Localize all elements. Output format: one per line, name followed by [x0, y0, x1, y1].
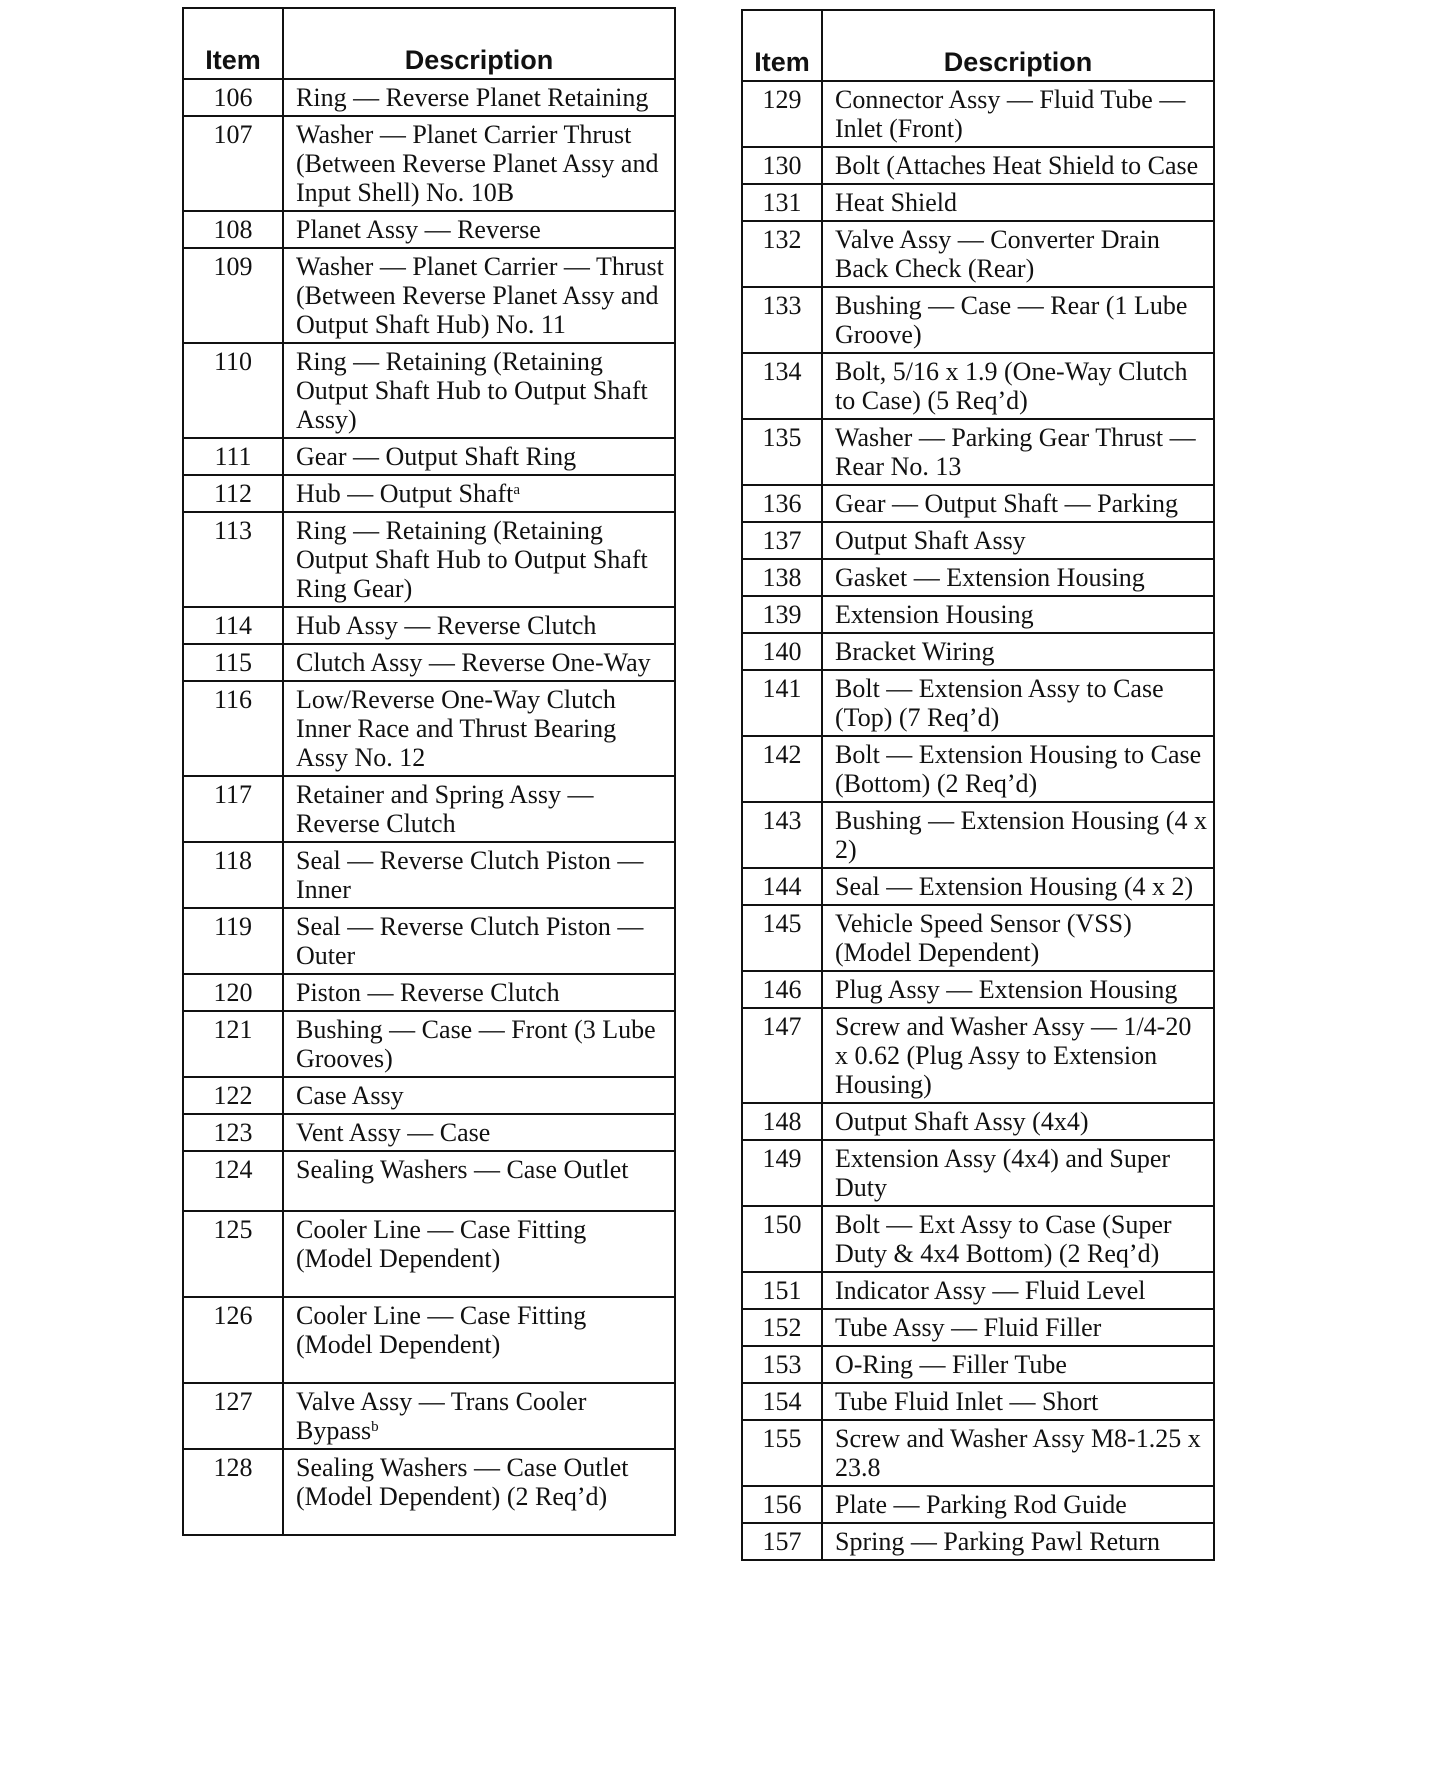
table-row	[742, 633, 1214, 670]
description-text: Retainer and Spring Assy — Reverse Clutch	[296, 780, 594, 838]
description-cell	[822, 868, 1214, 905]
description-cell	[822, 802, 1214, 868]
description-text: Cooler Line — Case Fitting (Model Dependent)	[296, 1215, 587, 1273]
item-number-cell: 152	[742, 1309, 822, 1346]
description-text: Seal — Reverse Clutch Piston — Inner	[296, 846, 644, 904]
parts-table-right	[741, 9, 1215, 1561]
item-number-cell: 143	[742, 802, 822, 868]
table-row	[742, 1486, 1214, 1523]
item-number-cell: 107	[183, 116, 283, 211]
description-cell	[822, 1523, 1214, 1560]
description-text: Bolt — Ext Assy to Case (Super Duty & 4x4 Bottom) (2 Req’d)	[835, 1210, 1172, 1268]
description-cell	[283, 607, 675, 644]
description-text: Ring — Reverse Planet Retaining	[296, 83, 649, 112]
table-row	[742, 905, 1214, 971]
table-row	[742, 147, 1214, 184]
description-cell	[283, 116, 675, 211]
footnote-marker: a	[513, 482, 521, 498]
item-number-cell: 144	[742, 868, 822, 905]
table-row	[742, 419, 1214, 485]
description-text: Sealing Washers — Case Outlet (Model Dependent) (2 Req’d)	[296, 1453, 629, 1511]
description-text: Bolt, 5/16 x 1.9 (One-Way Clutch to Case) (5 Req’d)	[835, 357, 1188, 415]
table-row	[742, 81, 1214, 147]
item-number-cell: 125	[183, 1211, 283, 1297]
description-text: Plate — Parking Rod Guide	[835, 1490, 1127, 1519]
description-text: Low/Reverse One-Way Clutch Inner Race and Thrust Bearing Assy No. 12	[296, 685, 617, 772]
table-row	[742, 1140, 1214, 1206]
description-cell	[822, 485, 1214, 522]
description-cell	[283, 438, 675, 475]
table-row	[183, 908, 675, 974]
table-row	[742, 1206, 1214, 1272]
description-text: Tube Fluid Inlet — Short	[835, 1387, 1099, 1416]
table-row	[742, 1272, 1214, 1309]
table-row	[742, 1103, 1214, 1140]
item-number-cell: 127	[183, 1383, 283, 1449]
item-number-cell: 157	[742, 1523, 822, 1560]
description-text: Output Shaft Assy	[835, 526, 1026, 555]
table-row	[183, 211, 675, 248]
description-cell	[283, 1383, 675, 1449]
item-number-cell: 113	[183, 512, 283, 607]
table-row	[183, 475, 675, 512]
description-cell	[822, 81, 1214, 147]
item-number-cell: 116	[183, 681, 283, 776]
item-number-cell: 156	[742, 1486, 822, 1523]
description-text: Bolt (Attaches Heat Shield to Case	[835, 151, 1199, 180]
table-row	[183, 1077, 675, 1114]
item-number-cell: 150	[742, 1206, 822, 1272]
parts-table-left	[182, 7, 676, 1536]
description-cell	[822, 1206, 1214, 1272]
item-number-cell: 136	[742, 485, 822, 522]
description-cell	[822, 1272, 1214, 1309]
item-number-cell: 110	[183, 343, 283, 438]
description-cell	[283, 776, 675, 842]
table-row	[742, 485, 1214, 522]
item-column-header: Item	[742, 10, 822, 81]
item-number-cell: 155	[742, 1420, 822, 1486]
description-text: Gear — Output Shaft Ring	[296, 442, 577, 471]
table-row	[183, 842, 675, 908]
description-text: Seal — Reverse Clutch Piston — Outer	[296, 912, 644, 970]
description-text: Output Shaft Assy (4x4)	[835, 1107, 1089, 1136]
item-number-cell: 121	[183, 1011, 283, 1077]
table-row	[742, 1523, 1214, 1560]
description-text: Vehicle Speed Sensor (VSS) (Model Dependent)	[835, 909, 1132, 967]
description-text: Case Assy	[296, 1081, 404, 1110]
table-row	[183, 79, 675, 116]
description-text: Extension Housing	[835, 600, 1034, 629]
description-text: Bushing — Extension Housing (4 x 2)	[835, 806, 1207, 864]
description-text: Washer — Planet Carrier — Thrust (Between Reverse Planet Assy and Output Shaft Hub) No. 11	[296, 252, 664, 339]
description-cell	[283, 842, 675, 908]
table-row	[183, 116, 675, 211]
item-number-cell: 151	[742, 1272, 822, 1309]
description-cell	[822, 971, 1214, 1008]
table-row	[742, 353, 1214, 419]
description-text: Indicator Assy — Fluid Level	[835, 1276, 1146, 1305]
description-text: Bushing — Case — Rear (1 Lube Groove)	[835, 291, 1188, 349]
item-number-cell: 142	[742, 736, 822, 802]
table-header-row	[183, 8, 675, 79]
description-cell	[822, 184, 1214, 221]
description-text: Clutch Assy — Reverse One-Way	[296, 648, 651, 677]
description-cell	[822, 1140, 1214, 1206]
description-text: Heat Shield	[835, 188, 958, 217]
table-row	[183, 248, 675, 343]
description-cell	[283, 343, 675, 438]
description-cell	[822, 287, 1214, 353]
description-cell	[822, 147, 1214, 184]
table-row	[183, 512, 675, 607]
description-text: Piston — Reverse Clutch	[296, 978, 560, 1007]
table-row	[742, 971, 1214, 1008]
description-text: Connector Assy — Fluid Tube — Inlet (Front)	[835, 85, 1186, 143]
item-number-cell: 118	[183, 842, 283, 908]
item-number-cell: 109	[183, 248, 283, 343]
description-text: Screw and Washer Assy — 1/4-20 x 0.62 (Plug Assy to Extension Housing)	[835, 1012, 1192, 1099]
table-row	[183, 681, 675, 776]
description-text: Valve Assy — Trans Cooler Bypass	[296, 1387, 587, 1445]
table-row	[742, 559, 1214, 596]
table-row	[742, 802, 1214, 868]
description-cell	[283, 248, 675, 343]
table-row	[742, 221, 1214, 287]
table-row	[742, 1346, 1214, 1383]
description-cell	[283, 79, 675, 116]
description-cell	[822, 1346, 1214, 1383]
table-header-row	[742, 10, 1214, 81]
item-number-cell: 140	[742, 633, 822, 670]
table-row	[742, 670, 1214, 736]
table-row	[183, 1297, 675, 1383]
description-text: Washer — Parking Gear Thrust — Rear No. 13	[835, 423, 1196, 481]
item-number-cell: 135	[742, 419, 822, 485]
description-cell	[822, 1008, 1214, 1103]
table-row	[183, 644, 675, 681]
item-number-cell: 128	[183, 1449, 283, 1535]
description-text: Valve Assy — Converter Drain Back Check (Rear)	[835, 225, 1160, 283]
item-number-cell: 130	[742, 147, 822, 184]
item-number-cell: 124	[183, 1151, 283, 1211]
description-cell	[822, 1383, 1214, 1420]
item-number-cell: 112	[183, 475, 283, 512]
description-column-header: Description	[283, 8, 675, 79]
description-column-header: Description	[822, 10, 1214, 81]
item-column-header: Item	[183, 8, 283, 79]
description-cell	[822, 353, 1214, 419]
description-cell	[283, 512, 675, 607]
description-cell	[822, 1420, 1214, 1486]
description-text: Gasket — Extension Housing	[835, 563, 1145, 592]
table-row	[742, 522, 1214, 559]
table-body	[183, 79, 675, 1535]
item-number-cell: 147	[742, 1008, 822, 1103]
item-number-cell: 123	[183, 1114, 283, 1151]
item-number-cell: 117	[183, 776, 283, 842]
item-number-cell: 154	[742, 1383, 822, 1420]
description-text: Extension Assy (4x4) and Super Duty	[835, 1144, 1171, 1202]
description-cell	[822, 670, 1214, 736]
item-number-cell: 138	[742, 559, 822, 596]
table-row	[742, 1008, 1214, 1103]
table-row	[742, 868, 1214, 905]
description-text: Cooler Line — Case Fitting (Model Dependent)	[296, 1301, 587, 1359]
table-row	[183, 1211, 675, 1297]
description-text: Sealing Washers — Case Outlet	[296, 1155, 629, 1184]
description-text: Hub — Output Shaft	[296, 479, 514, 508]
item-number-cell: 126	[183, 1297, 283, 1383]
description-text: Gear — Output Shaft — Parking	[835, 489, 1179, 518]
description-cell	[822, 1309, 1214, 1346]
description-cell	[283, 1297, 675, 1383]
description-cell	[283, 1211, 675, 1297]
table-row	[183, 1114, 675, 1151]
description-cell	[283, 1449, 675, 1535]
table-row	[742, 1309, 1214, 1346]
item-number-cell: 141	[742, 670, 822, 736]
description-text: Screw and Washer Assy M8-1.25 x 23.8	[835, 1424, 1201, 1482]
table-row	[742, 736, 1214, 802]
description-text: Ring — Retaining (Retaining Output Shaft Hub to Output Shaft Ring Gear)	[296, 516, 648, 603]
description-cell	[283, 475, 675, 512]
item-number-cell: 122	[183, 1077, 283, 1114]
description-text: Planet Assy — Reverse	[296, 215, 541, 244]
table-row	[742, 1383, 1214, 1420]
item-number-cell: 139	[742, 596, 822, 633]
description-text: Spring — Parking Pawl Return	[835, 1527, 1160, 1556]
item-number-cell: 149	[742, 1140, 822, 1206]
item-number-cell: 133	[742, 287, 822, 353]
description-text: Hub Assy — Reverse Clutch	[296, 611, 597, 640]
description-cell	[283, 644, 675, 681]
item-number-cell: 111	[183, 438, 283, 475]
description-cell	[283, 974, 675, 1011]
item-number-cell: 129	[742, 81, 822, 147]
description-cell	[822, 221, 1214, 287]
footnote-marker: b	[371, 1419, 379, 1435]
item-number-cell: 145	[742, 905, 822, 971]
item-number-cell: 148	[742, 1103, 822, 1140]
description-cell	[822, 1486, 1214, 1523]
description-cell	[283, 1151, 675, 1211]
description-cell	[283, 1011, 675, 1077]
description-cell	[822, 522, 1214, 559]
table-row	[183, 438, 675, 475]
table-row	[183, 1151, 675, 1211]
table-row	[183, 343, 675, 438]
table-row	[183, 1449, 675, 1535]
description-cell	[822, 736, 1214, 802]
description-cell	[822, 633, 1214, 670]
table-row	[183, 1383, 675, 1449]
description-text: Bolt — Extension Assy to Case (Top) (7 Req’d)	[835, 674, 1164, 732]
description-text: Tube Assy — Fluid Filler	[835, 1313, 1102, 1342]
description-cell	[822, 419, 1214, 485]
description-text: Bolt — Extension Housing to Case (Bottom) (2 Req’d)	[835, 740, 1202, 798]
table-row	[742, 287, 1214, 353]
table-row	[183, 974, 675, 1011]
table-row	[183, 607, 675, 644]
description-text: Washer — Planet Carrier Thrust (Between Reverse Planet Assy and Input Shell) No. 10B	[296, 120, 659, 207]
item-number-cell: 146	[742, 971, 822, 1008]
description-cell	[283, 211, 675, 248]
item-number-cell: 137	[742, 522, 822, 559]
item-number-cell: 132	[742, 221, 822, 287]
description-cell	[822, 596, 1214, 633]
description-cell	[283, 1077, 675, 1114]
item-number-cell: 119	[183, 908, 283, 974]
description-cell	[283, 681, 675, 776]
item-number-cell: 114	[183, 607, 283, 644]
description-cell	[283, 1114, 675, 1151]
description-cell	[283, 908, 675, 974]
table-row	[183, 776, 675, 842]
description-text: Bracket Wiring	[835, 637, 995, 666]
table-row	[183, 1011, 675, 1077]
item-number-cell: 131	[742, 184, 822, 221]
description-text: Ring — Retaining (Retaining Output Shaft Hub to Output Shaft Assy)	[296, 347, 648, 434]
description-cell	[822, 905, 1214, 971]
table-row	[742, 184, 1214, 221]
description-text: Seal — Extension Housing (4 x 2)	[835, 872, 1194, 901]
item-number-cell: 106	[183, 79, 283, 116]
description-cell	[822, 559, 1214, 596]
description-text: Plug Assy — Extension Housing	[835, 975, 1178, 1004]
item-number-cell: 134	[742, 353, 822, 419]
item-number-cell: 108	[183, 211, 283, 248]
description-cell	[822, 1103, 1214, 1140]
item-number-cell: 153	[742, 1346, 822, 1383]
table-row	[742, 1420, 1214, 1486]
item-number-cell: 120	[183, 974, 283, 1011]
item-number-cell: 115	[183, 644, 283, 681]
description-text: Bushing — Case — Front (3 Lube Grooves)	[296, 1015, 656, 1073]
table-row	[742, 596, 1214, 633]
description-text: O-Ring — Filler Tube	[835, 1350, 1067, 1379]
table-body	[742, 81, 1214, 1560]
description-text: Vent Assy — Case	[296, 1118, 491, 1147]
